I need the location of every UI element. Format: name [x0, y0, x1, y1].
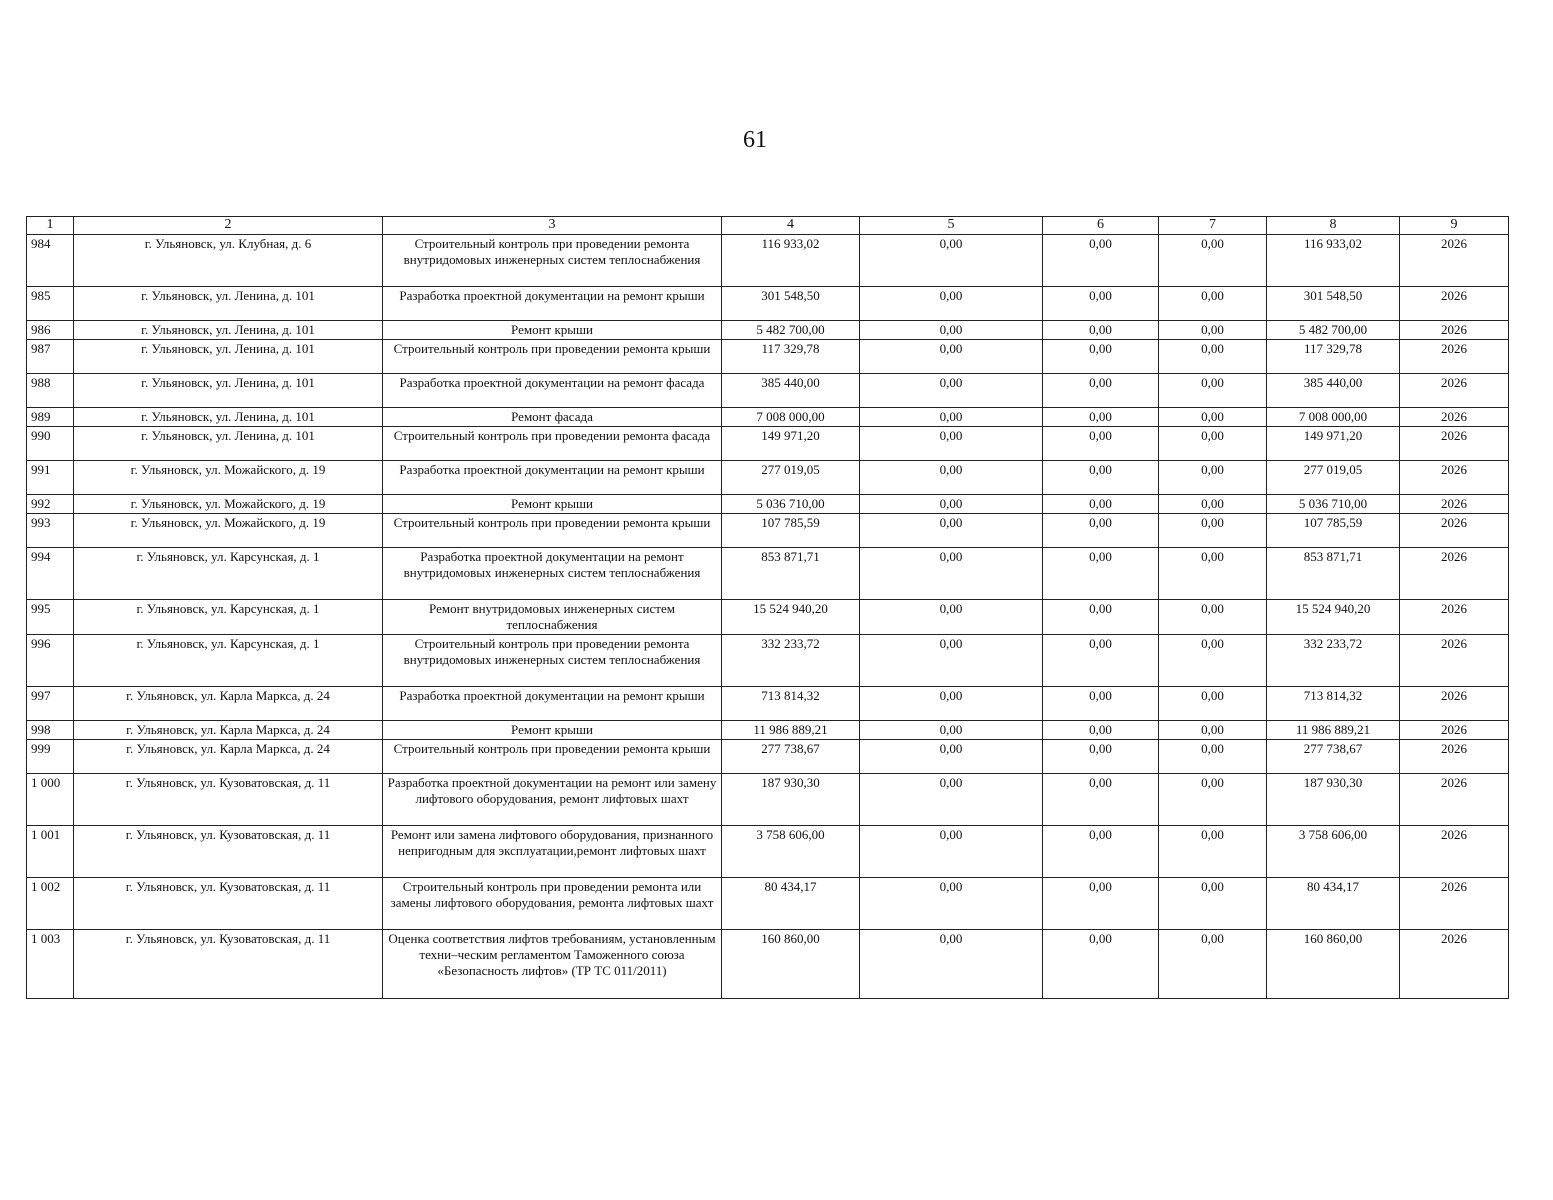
region-cost-cell: 0,00: [1043, 635, 1159, 687]
table-row: [27, 287, 1509, 321]
work-type-cell: Ремонт внутридомовых инженерных систем теплоснабжения: [383, 600, 722, 635]
owners-cost-cell: 11 986 889,21: [1267, 721, 1400, 740]
year-cell: 2026: [1400, 740, 1509, 774]
work-type-cell: Разработка проектной документации на ремонт внутридомовых инженерных систем теплоснабжения: [383, 548, 722, 600]
table-row: [27, 826, 1509, 878]
total-cost-cell: 5 482 700,00: [722, 321, 860, 340]
address-cell: г. Ульяновск, ул. Можайского, д. 19: [74, 495, 383, 514]
owners-cost-cell: 15 524 940,20: [1267, 600, 1400, 635]
table-row: [27, 878, 1509, 930]
city-cost-cell: 0,00: [1159, 340, 1267, 374]
table-row: [27, 721, 1509, 740]
total-cost-cell: 277 738,67: [722, 740, 860, 774]
owners-cost-cell: 5 482 700,00: [1267, 321, 1400, 340]
total-cost-cell: 160 860,00: [722, 930, 860, 999]
address-cell: г. Ульяновск, ул. Карсунская, д. 1: [74, 635, 383, 687]
city-cost-cell: 0,00: [1159, 408, 1267, 427]
total-cost-cell: 149 971,20: [722, 427, 860, 461]
year-cell: 2026: [1400, 374, 1509, 408]
owners-cost-cell: 80 434,17: [1267, 878, 1400, 930]
address-cell: г. Ульяновск, ул. Кузоватовская, д. 11: [74, 878, 383, 930]
address-cell: г. Ульяновск, ул. Карла Маркса, д. 24: [74, 687, 383, 721]
address-cell: г. Ульяновск, ул. Можайского, д. 19: [74, 461, 383, 495]
year-cell: 2026: [1400, 930, 1509, 999]
work-type-cell: Ремонт крыши: [383, 495, 722, 514]
owners-cost-cell: 277 019,05: [1267, 461, 1400, 495]
total-cost-cell: 332 233,72: [722, 635, 860, 687]
address-cell: г. Ульяновск, ул. Карсунская, д. 1: [74, 600, 383, 635]
fund-cost-cell: 0,00: [860, 826, 1043, 878]
city-cost-cell: 0,00: [1159, 514, 1267, 548]
column-header-4: 4: [722, 217, 860, 235]
table-row: [27, 548, 1509, 600]
city-cost-cell: 0,00: [1159, 461, 1267, 495]
fund-cost-cell: 0,00: [860, 687, 1043, 721]
region-cost-cell: 0,00: [1043, 408, 1159, 427]
table-row: [27, 600, 1509, 635]
total-cost-cell: 80 434,17: [722, 878, 860, 930]
table-row: [27, 687, 1509, 721]
table-row: [27, 461, 1509, 495]
header-row: [27, 217, 1509, 235]
owners-cost-cell: 7 008 000,00: [1267, 408, 1400, 427]
address-cell: г. Ульяновск, ул. Карсунская, д. 1: [74, 548, 383, 600]
column-header-6: 6: [1043, 217, 1159, 235]
owners-cost-cell: 853 871,71: [1267, 548, 1400, 600]
work-type-cell: Разработка проектной документации на ремонт крыши: [383, 687, 722, 721]
year-cell: 2026: [1400, 635, 1509, 687]
address-cell: г. Ульяновск, ул. Карла Маркса, д. 24: [74, 740, 383, 774]
column-header-1: 1: [27, 217, 74, 235]
address-cell: г. Ульяновск, ул. Можайского, д. 19: [74, 514, 383, 548]
year-cell: 2026: [1400, 235, 1509, 287]
region-cost-cell: 0,00: [1043, 495, 1159, 514]
address-cell: г. Ульяновск, ул. Ленина, д. 101: [74, 340, 383, 374]
fund-cost-cell: 0,00: [860, 321, 1043, 340]
owners-cost-cell: 332 233,72: [1267, 635, 1400, 687]
total-cost-cell: 116 933,02: [722, 235, 860, 287]
total-cost-cell: 5 036 710,00: [722, 495, 860, 514]
column-header-3: 3: [383, 217, 722, 235]
address-cell: г. Ульяновск, ул. Клубная, д. 6: [74, 235, 383, 287]
year-cell: 2026: [1400, 826, 1509, 878]
address-cell: г. Ульяновск, ул. Кузоватовская, д. 11: [74, 930, 383, 999]
region-cost-cell: 0,00: [1043, 721, 1159, 740]
total-cost-cell: 301 548,50: [722, 287, 860, 321]
city-cost-cell: 0,00: [1159, 235, 1267, 287]
year-cell: 2026: [1400, 721, 1509, 740]
fund-cost-cell: 0,00: [860, 548, 1043, 600]
row-number-cell: 986: [27, 321, 74, 340]
owners-cost-cell: 187 930,30: [1267, 774, 1400, 826]
work-type-cell: Строительный контроль при проведении ремонта крыши: [383, 340, 722, 374]
city-cost-cell: 0,00: [1159, 321, 1267, 340]
row-number-cell: 984: [27, 235, 74, 287]
owners-cost-cell: 277 738,67: [1267, 740, 1400, 774]
owners-cost-cell: 149 971,20: [1267, 427, 1400, 461]
owners-cost-cell: 713 814,32: [1267, 687, 1400, 721]
fund-cost-cell: 0,00: [860, 878, 1043, 930]
table-row: [27, 374, 1509, 408]
year-cell: 2026: [1400, 340, 1509, 374]
year-cell: 2026: [1400, 774, 1509, 826]
address-cell: г. Ульяновск, ул. Ленина, д. 101: [74, 287, 383, 321]
year-cell: 2026: [1400, 495, 1509, 514]
work-type-cell: Строительный контроль при проведении ремонта или замены лифтового оборудования, ремонта лифтовых шахт: [383, 878, 722, 930]
work-type-cell: Ремонт крыши: [383, 721, 722, 740]
row-number-cell: 1 001: [27, 826, 74, 878]
work-type-cell: Разработка проектной документации на ремонт крыши: [383, 287, 722, 321]
row-number-cell: 995: [27, 600, 74, 635]
row-number-cell: 993: [27, 514, 74, 548]
fund-cost-cell: 0,00: [860, 774, 1043, 826]
row-number-cell: 997: [27, 687, 74, 721]
total-cost-cell: 853 871,71: [722, 548, 860, 600]
region-cost-cell: 0,00: [1043, 687, 1159, 721]
fund-cost-cell: 0,00: [860, 635, 1043, 687]
year-cell: 2026: [1400, 548, 1509, 600]
region-cost-cell: 0,00: [1043, 235, 1159, 287]
region-cost-cell: 0,00: [1043, 374, 1159, 408]
row-number-cell: 991: [27, 461, 74, 495]
row-number-cell: 1 002: [27, 878, 74, 930]
total-cost-cell: 117 329,78: [722, 340, 860, 374]
row-number-cell: 996: [27, 635, 74, 687]
region-cost-cell: 0,00: [1043, 930, 1159, 999]
row-number-cell: 994: [27, 548, 74, 600]
region-cost-cell: 0,00: [1043, 321, 1159, 340]
work-type-cell: Оценка соответствия лифтов требованиям, установленным техни–ческим регламентом Таможенного союза «Безопасность лифтов» (ТР ТС 011/2011): [383, 930, 722, 999]
row-number-cell: 988: [27, 374, 74, 408]
city-cost-cell: 0,00: [1159, 878, 1267, 930]
data-table: [26, 216, 1509, 999]
table-row: [27, 340, 1509, 374]
row-number-cell: 992: [27, 495, 74, 514]
fund-cost-cell: 0,00: [860, 340, 1043, 374]
region-cost-cell: 0,00: [1043, 740, 1159, 774]
owners-cost-cell: 116 933,02: [1267, 235, 1400, 287]
address-cell: г. Ульяновск, ул. Ленина, д. 101: [74, 408, 383, 427]
fund-cost-cell: 0,00: [860, 408, 1043, 427]
region-cost-cell: 0,00: [1043, 878, 1159, 930]
total-cost-cell: 3 758 606,00: [722, 826, 860, 878]
year-cell: 2026: [1400, 408, 1509, 427]
work-type-cell: Разработка проектной документации на ремонт крыши: [383, 461, 722, 495]
fund-cost-cell: 0,00: [860, 514, 1043, 548]
region-cost-cell: 0,00: [1043, 461, 1159, 495]
year-cell: 2026: [1400, 878, 1509, 930]
work-type-cell: Строительный контроль при проведении ремонта крыши: [383, 740, 722, 774]
row-number-cell: 989: [27, 408, 74, 427]
total-cost-cell: 107 785,59: [722, 514, 860, 548]
year-cell: 2026: [1400, 321, 1509, 340]
city-cost-cell: 0,00: [1159, 687, 1267, 721]
column-header-7: 7: [1159, 217, 1267, 235]
region-cost-cell: 0,00: [1043, 514, 1159, 548]
city-cost-cell: 0,00: [1159, 930, 1267, 999]
city-cost-cell: 0,00: [1159, 287, 1267, 321]
fund-cost-cell: 0,00: [860, 600, 1043, 635]
city-cost-cell: 0,00: [1159, 774, 1267, 826]
work-type-cell: Ремонт или замена лифтового оборудования, признанного непригодным для эксплуатации,ремонт лифтовых шахт: [383, 826, 722, 878]
row-number-cell: 999: [27, 740, 74, 774]
fund-cost-cell: 0,00: [860, 374, 1043, 408]
year-cell: 2026: [1400, 687, 1509, 721]
total-cost-cell: 11 986 889,21: [722, 721, 860, 740]
owners-cost-cell: 385 440,00: [1267, 374, 1400, 408]
table-row: [27, 774, 1509, 826]
city-cost-cell: 0,00: [1159, 374, 1267, 408]
total-cost-cell: 7 008 000,00: [722, 408, 860, 427]
fund-cost-cell: 0,00: [860, 235, 1043, 287]
total-cost-cell: 15 524 940,20: [722, 600, 860, 635]
table-row: [27, 635, 1509, 687]
total-cost-cell: 385 440,00: [722, 374, 860, 408]
owners-cost-cell: 5 036 710,00: [1267, 495, 1400, 514]
table-row: [27, 740, 1509, 774]
row-number-cell: 985: [27, 287, 74, 321]
region-cost-cell: 0,00: [1043, 774, 1159, 826]
work-type-cell: Разработка проектной документации на ремонт или замену лифтового оборудования, ремонт лифтовых шахт: [383, 774, 722, 826]
fund-cost-cell: 0,00: [860, 740, 1043, 774]
row-number-cell: 987: [27, 340, 74, 374]
fund-cost-cell: 0,00: [860, 461, 1043, 495]
fund-cost-cell: 0,00: [860, 495, 1043, 514]
fund-cost-cell: 0,00: [860, 930, 1043, 999]
fund-cost-cell: 0,00: [860, 427, 1043, 461]
total-cost-cell: 713 814,32: [722, 687, 860, 721]
table-row: [27, 514, 1509, 548]
row-number-cell: 1 000: [27, 774, 74, 826]
city-cost-cell: 0,00: [1159, 548, 1267, 600]
table-row: [27, 235, 1509, 287]
owners-cost-cell: 160 860,00: [1267, 930, 1400, 999]
address-cell: г. Ульяновск, ул. Кузоватовская, д. 11: [74, 826, 383, 878]
total-cost-cell: 187 930,30: [722, 774, 860, 826]
total-cost-cell: 277 019,05: [722, 461, 860, 495]
year-cell: 2026: [1400, 287, 1509, 321]
address-cell: г. Ульяновск, ул. Ленина, д. 101: [74, 321, 383, 340]
row-number-cell: 990: [27, 427, 74, 461]
city-cost-cell: 0,00: [1159, 635, 1267, 687]
page-number: 61: [743, 127, 767, 153]
table-row: [27, 408, 1509, 427]
year-cell: 2026: [1400, 461, 1509, 495]
work-type-cell: Строительный контроль при проведении ремонта крыши: [383, 514, 722, 548]
work-type-cell: Разработка проектной документации на ремонт фасада: [383, 374, 722, 408]
region-cost-cell: 0,00: [1043, 826, 1159, 878]
work-type-cell: Строительный контроль при проведении ремонта внутридомовых инженерных систем теплоснабжения: [383, 635, 722, 687]
work-type-cell: Ремонт фасада: [383, 408, 722, 427]
column-header-9: 9: [1400, 217, 1509, 235]
city-cost-cell: 0,00: [1159, 495, 1267, 514]
row-number-cell: 998: [27, 721, 74, 740]
table-row: [27, 321, 1509, 340]
city-cost-cell: 0,00: [1159, 826, 1267, 878]
address-cell: г. Ульяновск, ул. Ленина, д. 101: [74, 427, 383, 461]
table-row: [27, 495, 1509, 514]
year-cell: 2026: [1400, 600, 1509, 635]
work-type-cell: Строительный контроль при проведении ремонта фасада: [383, 427, 722, 461]
region-cost-cell: 0,00: [1043, 548, 1159, 600]
owners-cost-cell: 117 329,78: [1267, 340, 1400, 374]
city-cost-cell: 0,00: [1159, 721, 1267, 740]
owners-cost-cell: 107 785,59: [1267, 514, 1400, 548]
region-cost-cell: 0,00: [1043, 427, 1159, 461]
city-cost-cell: 0,00: [1159, 600, 1267, 635]
fund-cost-cell: 0,00: [860, 721, 1043, 740]
column-header-5: 5: [860, 217, 1043, 235]
region-cost-cell: 0,00: [1043, 287, 1159, 321]
column-header-2: 2: [74, 217, 383, 235]
row-number-cell: 1 003: [27, 930, 74, 999]
owners-cost-cell: 3 758 606,00: [1267, 826, 1400, 878]
column-header-8: 8: [1267, 217, 1400, 235]
address-cell: г. Ульяновск, ул. Карла Маркса, д. 24: [74, 721, 383, 740]
address-cell: г. Ульяновск, ул. Ленина, д. 101: [74, 374, 383, 408]
city-cost-cell: 0,00: [1159, 740, 1267, 774]
address-cell: г. Ульяновск, ул. Кузоватовская, д. 11: [74, 774, 383, 826]
year-cell: 2026: [1400, 427, 1509, 461]
work-type-cell: Строительный контроль при проведении ремонта внутридомовых инженерных систем теплоснабжения: [383, 235, 722, 287]
fund-cost-cell: 0,00: [860, 287, 1043, 321]
work-type-cell: Ремонт крыши: [383, 321, 722, 340]
city-cost-cell: 0,00: [1159, 427, 1267, 461]
year-cell: 2026: [1400, 514, 1509, 548]
owners-cost-cell: 301 548,50: [1267, 287, 1400, 321]
region-cost-cell: 0,00: [1043, 600, 1159, 635]
region-cost-cell: 0,00: [1043, 340, 1159, 374]
table-row: [27, 930, 1509, 999]
table-row: [27, 427, 1509, 461]
